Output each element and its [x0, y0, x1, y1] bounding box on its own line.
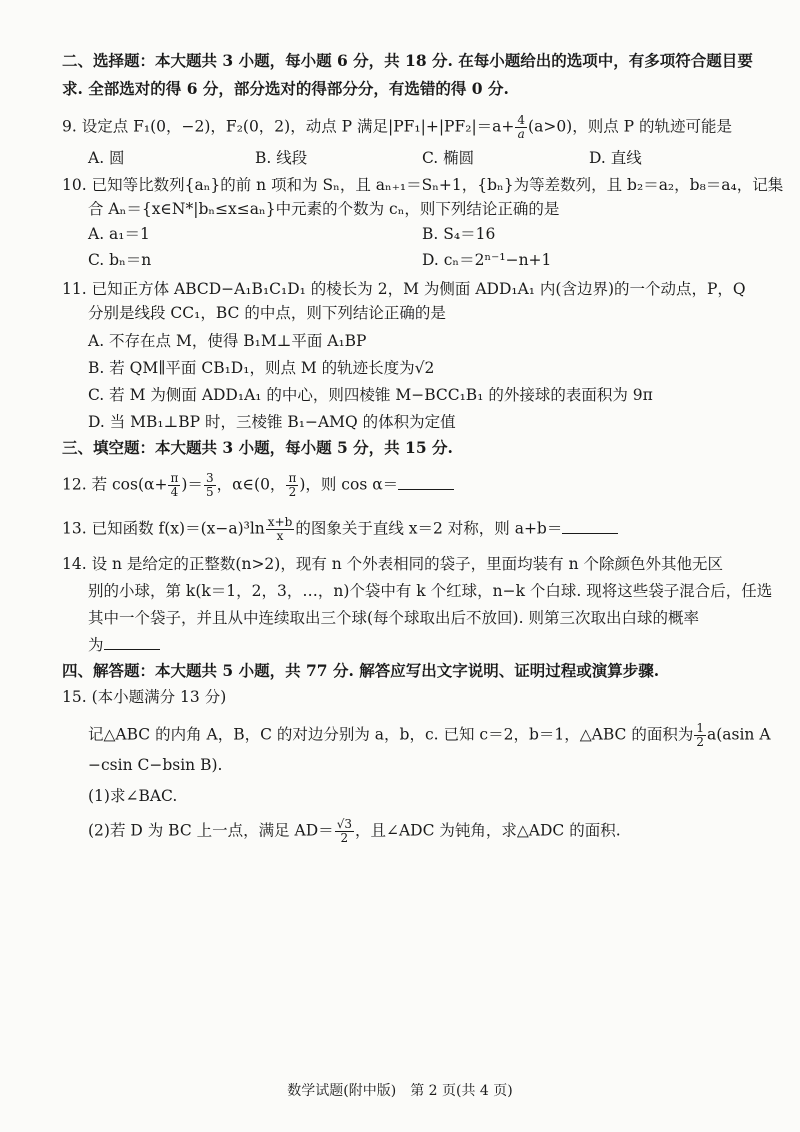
q14-line4: [88, 634, 756, 656]
q9-stem-a: 设定点 F₁(0，−2)，F₂(0，2)，动点 P 满足|PF₁|+|PF₂|＝a+: [81, 117, 515, 136]
q13-answer-blank[interactable]: [562, 519, 618, 534]
q14-answer-blank[interactable]: [104, 635, 160, 650]
q15-part2-a: (2)若 D 为 BC 上一点，满足 AD＝: [88, 821, 334, 840]
q9-stem-b: (a>0)，则点 P 的轨迹可能是: [528, 117, 733, 136]
q9-option-a: A. 圆: [88, 149, 125, 167]
q15-part2-frac-den: 2: [340, 831, 349, 845]
q12-frac2-num: 3: [205, 471, 214, 485]
q15-header: 15. (本小题满分 13 分): [62, 688, 227, 706]
q12-part-a: 12. 若 cos(α+: [62, 475, 168, 494]
q9-frac-den: a: [517, 127, 525, 141]
q11-option-a: A. 不存在点 M，使得 B₁M⊥平面 A₁BP: [88, 332, 367, 350]
q12-part-c: ，α∈(0，: [216, 475, 286, 494]
q15-part2-fraction: [335, 818, 354, 845]
q14-line1: 14. 设 n 是给定的正整数(n>2)，现有 n 个外表相同的袋子，里面均装有 n 个除颜色外其他无区: [62, 555, 724, 573]
q15-line1-a: 记△ABC 的内角 A，B，C 的对边分别为 a，b，c. 已知 c＝2，b＝1，△ABC 的面积为: [88, 725, 694, 744]
q12-frac1-num: π: [170, 471, 179, 485]
q15-line1: [88, 721, 771, 749]
section3-title: 三、填空题：本大题共 3 小题，每小题 5 分，共 15 分.: [62, 438, 453, 457]
q11-line2: 分别是线段 CC₁，BC 的中点，则下列结论正确的是: [88, 304, 446, 322]
section4-title: 四、解答题：本大题共 5 小题，共 77 分. 解答应写出文字说明、证明过程或演算步骤.: [62, 661, 660, 680]
q15-fraction: [694, 722, 706, 749]
q10-option-d: D. cₙ＝2ⁿ⁻¹−n+1: [422, 251, 552, 269]
q10-option-a: A. a₁＝1: [88, 225, 150, 243]
q14-line3: 其中一个袋子，并且从中连续取出三个球(每个球取出后不放回). 则第三次取出白球的概率: [88, 609, 699, 627]
q9-fraction: [515, 114, 527, 141]
q14-line4-text: 为: [88, 636, 104, 654]
q15-frac-den: 2: [696, 735, 704, 749]
q9-option-b: B. 线段: [255, 149, 308, 167]
q12-frac3: [286, 472, 298, 499]
q15-part2: [88, 818, 756, 845]
q13-part-a: 13. 已知函数 f(x)＝(x−a)³ln: [62, 519, 265, 538]
q12: [62, 472, 756, 499]
q15-line1-b: a(asin A: [706, 725, 771, 744]
q12-frac2: [204, 472, 216, 499]
q10-options-cd: [88, 249, 756, 271]
q12-part-d: )，则 cos α＝: [299, 475, 399, 494]
page-footer: 数学试题(附中版) 第 2 页(共 4 页): [287, 1083, 513, 1099]
q9-num: 9.: [62, 117, 77, 136]
q15-part2-b: ，且∠ADC 为钝角，求△ADC 的面积.: [354, 821, 621, 840]
q12-frac3-den: 2: [288, 485, 297, 499]
q12-part-b: )＝: [181, 475, 203, 494]
q11-option-d: D. 当 MB₁⊥BP 时，三棱锥 B₁−AMQ 的体积为定值: [88, 413, 456, 431]
q11-option-c: C. 若 M 为侧面 ADD₁A₁ 的中心，则四棱锥 M−BCC₁B₁ 的外接球的表面积为 9π: [88, 386, 653, 404]
q13-frac-num: x+b: [267, 515, 293, 529]
q10-line2: 合 Aₙ＝{x∈N*|bₙ≤x≤aₙ}中元素的个数为 cₙ，则下列结论正确的是: [88, 200, 560, 218]
q12-frac2-den: 5: [205, 485, 214, 499]
q12-frac1-den: 4: [170, 485, 179, 499]
q15-part2-frac-num: √3: [336, 817, 352, 831]
q15-line2: −csin C−bsin B).: [88, 756, 223, 774]
q13-fraction: [266, 516, 295, 543]
q13: [62, 516, 756, 543]
q10-options-ab: [88, 223, 756, 245]
q9-stem: [62, 114, 756, 141]
q10-option-b: B. S₄＝16: [422, 225, 496, 243]
q14-line2: 别的小球，第 k(k＝1，2，3，…，n)个袋中有 k 个红球，n−k 个白球. 现将这些袋子混合后，任选: [88, 582, 773, 600]
q9-option-c: C. 椭圆: [422, 149, 475, 167]
q15-part1: (1)求∠BAC.: [88, 787, 178, 805]
q11-line1: 11. 已知正方体 ABCD−A₁B₁C₁D₁ 的棱长为 2，M 为侧面 ADD₁A₁ 内(含边界)的一个动点，P，Q: [62, 280, 746, 298]
q12-frac3-num: π: [288, 471, 297, 485]
q12-answer-blank[interactable]: [398, 475, 454, 490]
q10-option-c: C. bₙ＝n: [88, 251, 152, 269]
section2-line1: 二、选择题：本大题共 3 小题，每小题 6 分，共 18 分. 在每小题给出的选项中，有多项符合题目要: [62, 51, 753, 70]
q10-line1: 10. 已知等比数列{aₙ}的前 n 项和为 Sₙ，且 aₙ₊₁＝Sₙ+1，{bₙ}为等差数列，且 b₂＝a₂，b₈＝a₄，记集: [62, 176, 784, 194]
q13-frac-den: x: [276, 529, 284, 543]
q9-options: [88, 147, 756, 169]
q9-option-d: D. 直线: [589, 149, 642, 167]
q11-option-b: B. 若 QM∥平面 CB₁D₁，则点 M 的轨迹长度为√2: [88, 359, 435, 377]
q9-frac-num: 4: [517, 113, 526, 127]
q12-frac1: [168, 472, 180, 499]
q13-part-b: 的图象关于直线 x＝2 对称，则 a+b＝: [295, 519, 563, 538]
section2-line2: 求. 全部选对的得 6 分，部分选对的得部分分，有选错的得 0 分.: [62, 79, 509, 98]
q15-frac-num: 1: [696, 721, 704, 735]
